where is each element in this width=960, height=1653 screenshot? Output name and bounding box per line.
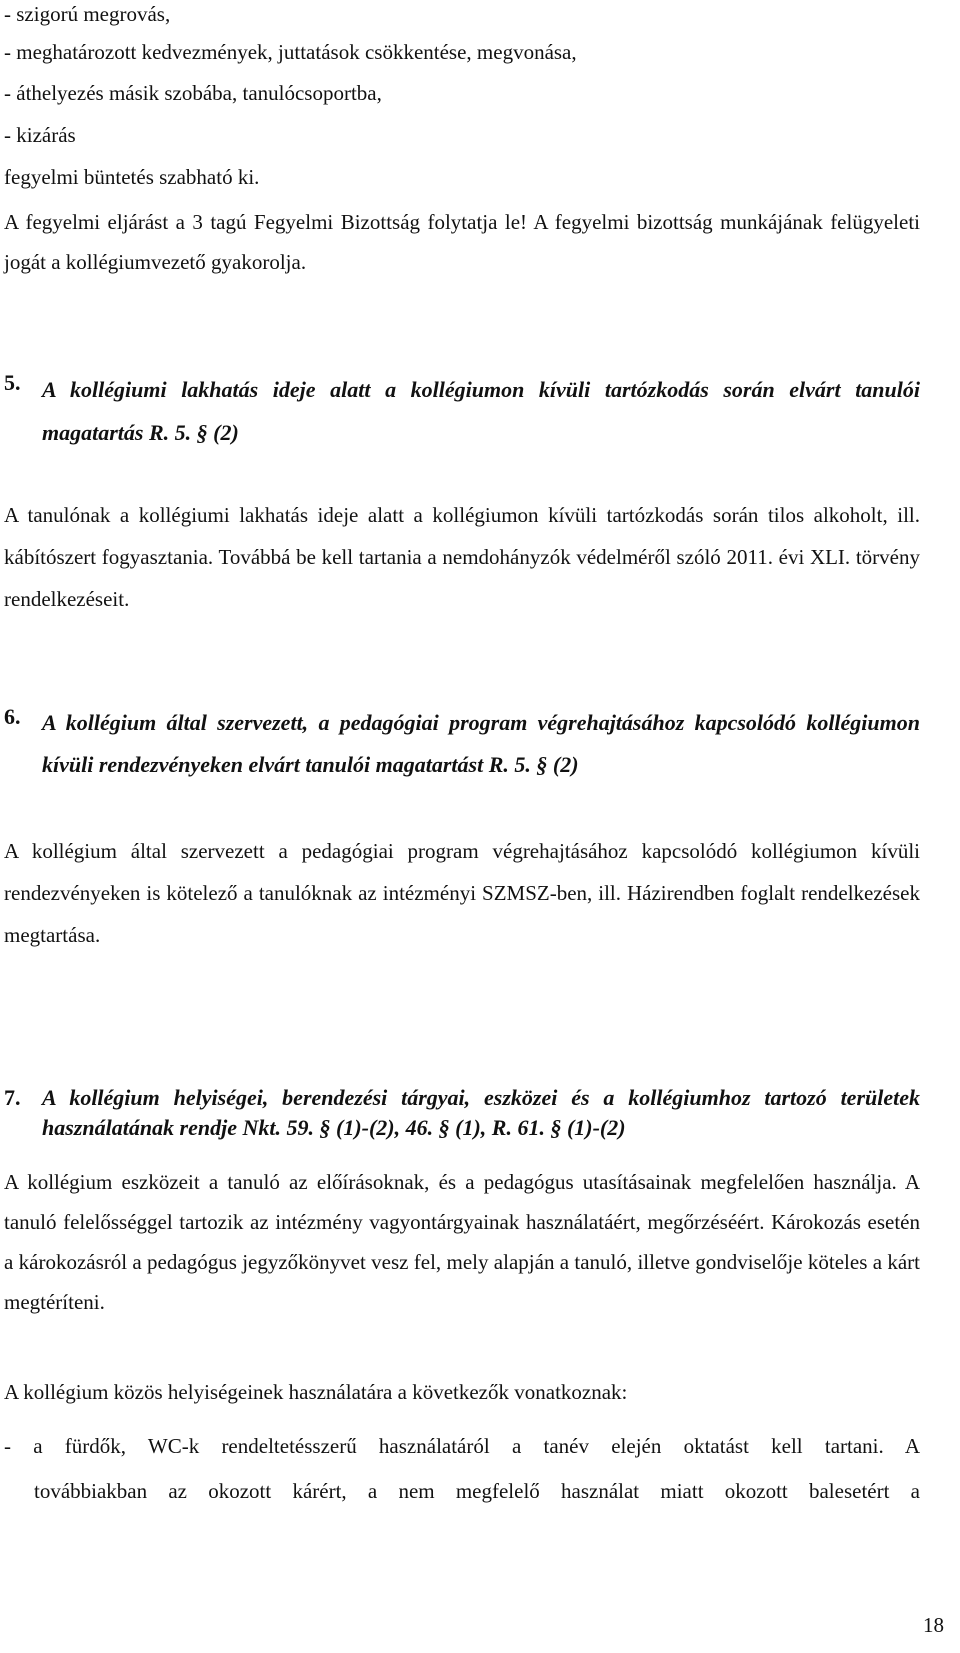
list-item: - szigorú megrovás, <box>4 2 171 26</box>
list-item: - kizárás <box>4 123 76 147</box>
section-5-heading <box>4 368 920 464</box>
list-item-continuation: továbbiakban az okozott kárért, a nem megfelelő használat miatt okozott balesetért a <box>34 1479 920 1503</box>
section-6-body: A kollégium által szervezett a pedagógiai program végrehajtásához kapcsolódó kollégiumon kívüli rendezvényeken is kötelező a tanulóknak az intézményi SZMSZ-ben, ill. Házirendben foglalt rendelkezések megtartása. <box>4 839 920 947</box>
section-5-body: A tanulónak a kollégiumi lakhatás ideje alatt a kollégiumon kívüli tartózkodás során tilos alkoholt, ill. kábítószert fogyasztania. Továbbá be kell tartania a nemdohányzók védelméről szóló 2011. évi XLI. törvény rendelkezéseit. <box>4 503 920 611</box>
section-title: A kollégium által szervezett, a pedagógiai program végrehajtásához kapcsolódó kollégiumon kívüli rendezvényeken elvárt tanulói magatartást R. 5. § (2) <box>42 710 920 777</box>
section-7-body: A kollégium eszközeit a tanuló az előírásoknak, és a pedagógus utasításainak megfelelően használja. A tanuló felelősséggel tartozik az intézmény vagyontárgyainak használatáért, megőrzéséért. Károkozás esetén a károkozásról a pedagógus jegyzőkönyvet vesz fel, mely alapján a tanuló, illetve gondviselője köteles a kárt megtéríteni. <box>4 1170 920 1314</box>
intro-close-text: fegyelmi büntetés szabható ki. <box>4 165 260 189</box>
section-title: A kollégiumi lakhatás ideje alatt a kollégiumon kívüli tartózkodás során elvárt tanulói magatartás R. 5. § (2) <box>42 377 920 445</box>
common-rooms-intro: A kollégium közös helyiségeinek használatára a következők vonatkoznak: <box>4 1380 628 1404</box>
section-number: 7. <box>4 1085 21 1110</box>
section-title: A kollégium helyiségei, berendezési tárgyai, eszközei és a kollégiumhoz tartozó területek használatának rendje Nkt. 59. § (1)-(2), 46. § (1), R. 61. § (1)-(2) <box>42 1085 920 1140</box>
list-item: - áthelyezés másik szobába, tanulócsoportba, <box>4 81 382 105</box>
section-number: 5. <box>4 370 21 395</box>
paragraph-disciplinary-committee: A fegyelmi eljárást a 3 tagú Fegyelmi Bizottság folytatja le! A fegyelmi bizottság munkájának felügyeleti jogát a kollégiumvezető gyakorolja. <box>4 210 920 274</box>
section-6-heading <box>4 702 920 798</box>
list-item: - meghatározott kedvezmények, juttatások csökkentése, megvonása, <box>4 40 577 64</box>
page-number: 18 <box>923 1613 944 1637</box>
section-number: 6. <box>4 704 21 729</box>
list-item: - a fürdők, WC-k rendeltetésszerű használatáról a tanév elején oktatást kell tartani. A <box>4 1434 920 1458</box>
